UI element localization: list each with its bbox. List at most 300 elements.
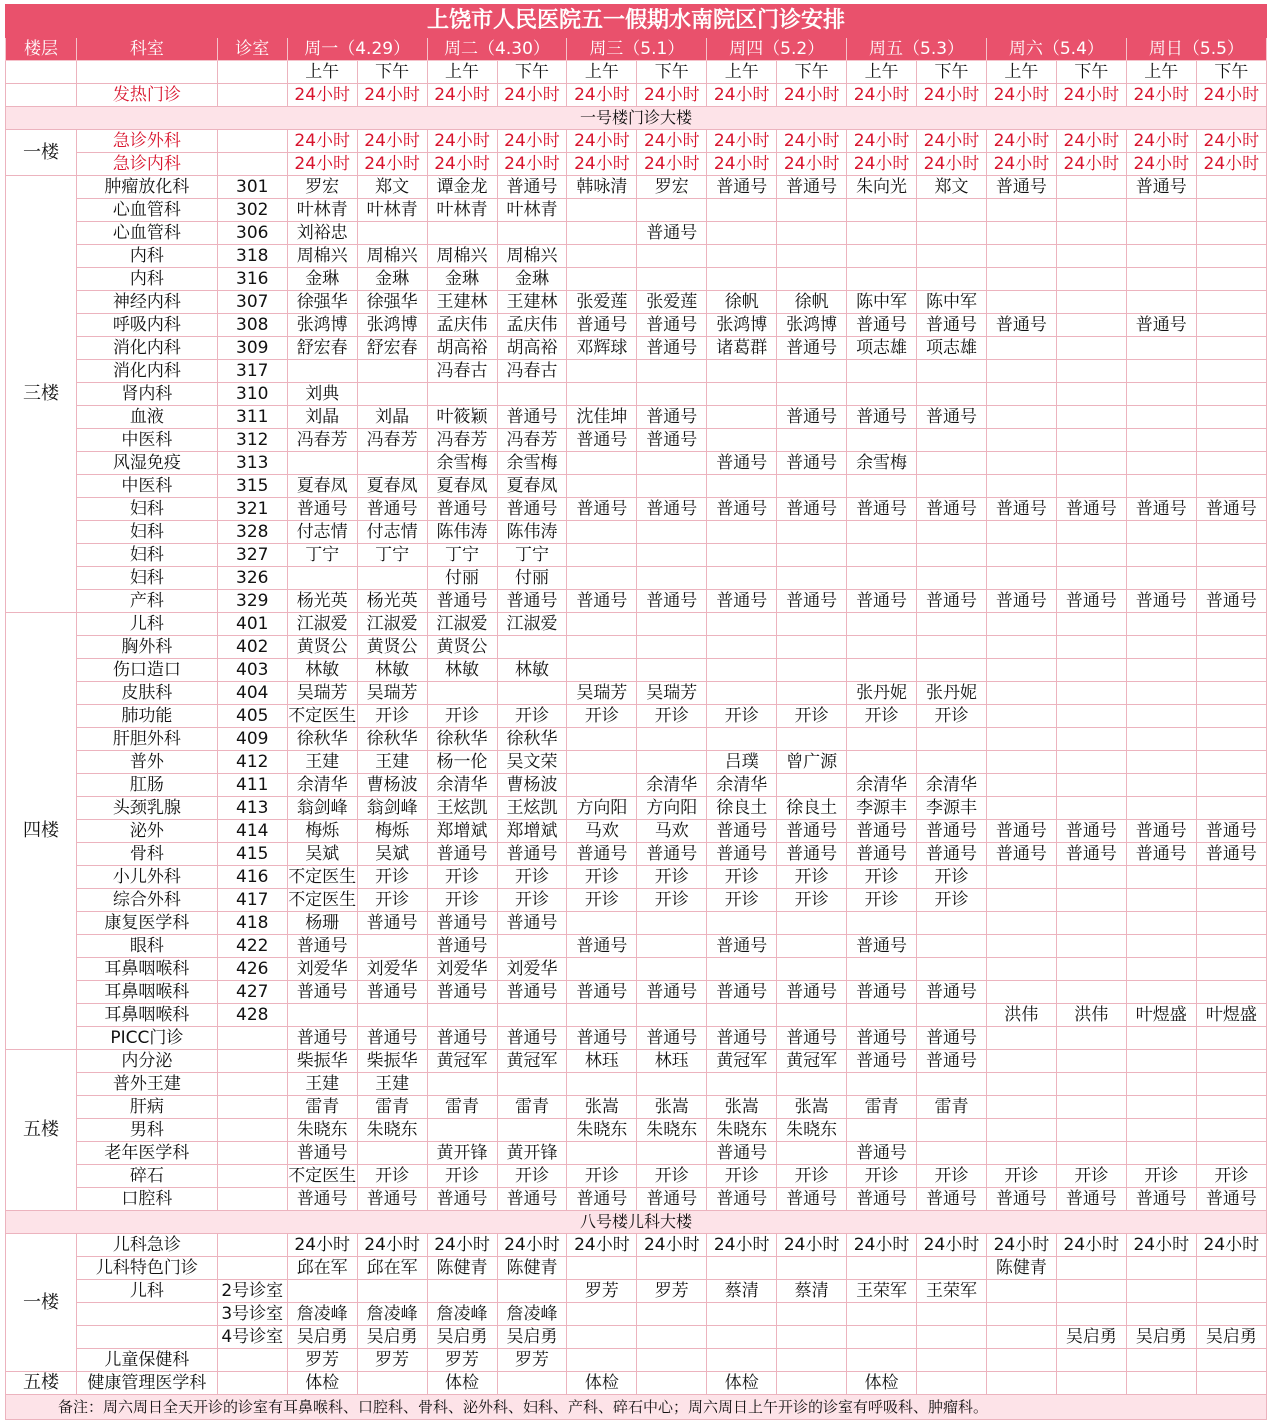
table-row — [6, 337, 1267, 360]
schedule-cell: 开诊 — [637, 705, 707, 728]
schedule-cell — [357, 1142, 427, 1165]
schedule-cell — [637, 452, 707, 475]
schedule-cell: 王荣军 — [917, 1280, 987, 1303]
schedule-cell — [1196, 222, 1266, 245]
schedule-cell: 梅烁 — [287, 820, 357, 843]
room-number: 414 — [217, 820, 287, 843]
schedule-cell: 徐帆 — [777, 291, 847, 314]
dept-name: 内科 — [76, 268, 217, 291]
room-number: 326 — [217, 567, 287, 590]
schedule-cell: 普通号 — [847, 820, 917, 843]
room-number: 3号诊室 — [217, 1303, 287, 1326]
schedule-cell: 王炫凯 — [427, 797, 497, 820]
schedule-cell: 开诊 — [1056, 1165, 1126, 1188]
schedule-cell: 普通号 — [777, 843, 847, 866]
schedule-cell: 开诊 — [1126, 1165, 1196, 1188]
header-day: 周六（5.4） — [986, 38, 1126, 61]
schedule-cell — [287, 567, 357, 590]
schedule-cell — [497, 1119, 567, 1142]
table-row — [6, 429, 1267, 452]
dept-name: 妇科 — [76, 498, 217, 521]
dept-name: 胸外科 — [76, 636, 217, 659]
schedule-cell: 开诊 — [427, 705, 497, 728]
table-row — [6, 268, 1267, 291]
room-number: 327 — [217, 544, 287, 567]
schedule-cell — [1196, 889, 1266, 912]
schedule-cell — [1126, 1372, 1196, 1395]
schedule-cell — [777, 1303, 847, 1326]
schedule-cell — [1196, 360, 1266, 383]
schedule-cell: 开诊 — [777, 1165, 847, 1188]
schedule-cell — [1126, 797, 1196, 820]
schedule-cell: 开诊 — [986, 1165, 1056, 1188]
schedule-cell — [917, 245, 987, 268]
schedule-cell — [707, 521, 777, 544]
room-number — [217, 1096, 287, 1119]
schedule-cell: 普通号 — [567, 590, 637, 613]
table-row — [6, 958, 1267, 981]
dept-name: 儿科特色门诊 — [76, 1257, 217, 1280]
dept-name: 皮肤科 — [76, 682, 217, 705]
schedule-cell — [497, 1004, 567, 1027]
schedule-cell — [777, 360, 847, 383]
schedule-cell — [567, 360, 637, 383]
schedule-cell — [847, 1004, 917, 1027]
schedule-cell — [1196, 682, 1266, 705]
schedule-cell — [1056, 383, 1126, 406]
schedule-cell: 陈健青 — [497, 1257, 567, 1280]
schedule-cell: 24小时 — [637, 130, 707, 153]
schedule-cell — [1056, 291, 1126, 314]
schedule-cell: 舒宏春 — [287, 337, 357, 360]
dept-name: 泌外 — [76, 820, 217, 843]
schedule-cell: 24小时 — [707, 1234, 777, 1257]
schedule-cell — [567, 567, 637, 590]
schedule-cell — [986, 406, 1056, 429]
schedule-cell: 林敏 — [427, 659, 497, 682]
schedule-cell: 普通号 — [497, 912, 567, 935]
schedule-cell: 普通号 — [287, 935, 357, 958]
schedule-cell: 黄开锋 — [427, 1142, 497, 1165]
schedule-cell — [497, 1372, 567, 1395]
schedule-cell: 雷青 — [427, 1096, 497, 1119]
schedule-cell — [1056, 889, 1126, 912]
schedule-cell: 张鸿博 — [777, 314, 847, 337]
schedule-cell — [986, 866, 1056, 889]
dept-name: 肿瘤放化科 — [76, 176, 217, 199]
schedule-cell — [847, 613, 917, 636]
schedule-cell: 雷青 — [287, 1096, 357, 1119]
schedule-cell — [917, 958, 987, 981]
schedule-cell — [1196, 268, 1266, 291]
schedule-cell — [777, 1142, 847, 1165]
schedule-cell — [986, 1349, 1056, 1372]
schedule-cell — [1126, 682, 1196, 705]
schedule-cell: 开诊 — [357, 866, 427, 889]
room-number — [217, 1234, 287, 1257]
dept-name: 神经内科 — [76, 291, 217, 314]
schedule-cell — [357, 567, 427, 590]
schedule-cell — [1056, 406, 1126, 429]
header-day: 周四（5.2） — [707, 38, 847, 61]
schedule-cell: 24小时 — [847, 84, 917, 107]
room-number: 427 — [217, 981, 287, 1004]
room-number: 318 — [217, 245, 287, 268]
schedule-cell — [847, 199, 917, 222]
schedule-cell: 刘爱华 — [497, 958, 567, 981]
table-row — [6, 383, 1267, 406]
schedule-cell: 普通号 — [707, 935, 777, 958]
table-row — [6, 452, 1267, 475]
header-day: 周日（5.5） — [1126, 38, 1266, 61]
schedule-cell: 江淑爱 — [357, 613, 427, 636]
schedule-cell: 普通号 — [707, 176, 777, 199]
schedule-cell: 普通号 — [847, 843, 917, 866]
schedule-cell: 开诊 — [567, 1165, 637, 1188]
schedule-cell: 丁宁 — [357, 544, 427, 567]
schedule-cell: 吴启勇 — [1126, 1326, 1196, 1349]
period-label: 下午 — [357, 61, 427, 84]
dept-name: 耳鼻咽喉科 — [76, 1004, 217, 1027]
schedule-cell: 朱晓东 — [707, 1119, 777, 1142]
schedule-cell — [1056, 1142, 1126, 1165]
schedule-cell — [777, 475, 847, 498]
schedule-cell — [917, 728, 987, 751]
schedule-cell: 普通号 — [497, 498, 567, 521]
room-number — [217, 1188, 287, 1211]
floor-label: 一楼 — [6, 1234, 77, 1372]
schedule-cell: 邱在军 — [287, 1257, 357, 1280]
footnote: 备注：周六周日全天开诊的诊室有耳鼻喉科、口腔科、骨科、泌外科、妇科、产科、碎石中心；周六周日上午开诊的诊室有呼吸科、肿瘤科。 — [6, 1395, 1267, 1420]
schedule-cell — [637, 659, 707, 682]
schedule-cell — [1196, 567, 1266, 590]
schedule-cell — [777, 567, 847, 590]
table-row — [6, 866, 1267, 889]
schedule-cell — [777, 268, 847, 291]
table-row — [6, 1280, 1267, 1303]
schedule-cell — [1056, 958, 1126, 981]
dept-name: 儿科 — [76, 1280, 217, 1303]
schedule-cell — [917, 268, 987, 291]
schedule-cell — [707, 544, 777, 567]
schedule-cell: 24小时 — [427, 153, 497, 176]
schedule-cell — [986, 475, 1056, 498]
schedule-cell — [1126, 1303, 1196, 1326]
schedule-cell: 体检 — [847, 1372, 917, 1395]
schedule-cell: 马欢 — [567, 820, 637, 843]
schedule-cell — [707, 406, 777, 429]
schedule-cell — [847, 958, 917, 981]
section-title: 八号楼儿科大楼 — [6, 1211, 1267, 1234]
table-row — [6, 498, 1267, 521]
schedule-cell: 普通号 — [917, 590, 987, 613]
schedule-cell — [847, 636, 917, 659]
schedule-cell: 24小时 — [637, 84, 707, 107]
schedule-cell: 江淑爱 — [427, 613, 497, 636]
schedule-cell: 开诊 — [497, 866, 567, 889]
schedule-cell: 24小时 — [567, 153, 637, 176]
dept-name: 小儿外科 — [76, 866, 217, 889]
dept-name: 内科 — [76, 245, 217, 268]
schedule-cell — [1196, 1303, 1266, 1326]
schedule-cell — [1196, 544, 1266, 567]
schedule-cell: 普通号 — [847, 981, 917, 1004]
period-label: 下午 — [1196, 61, 1266, 84]
schedule-table — [5, 4, 1267, 1420]
schedule-cell: 付志情 — [357, 521, 427, 544]
schedule-cell — [1056, 866, 1126, 889]
room-number: 308 — [217, 314, 287, 337]
schedule-cell — [497, 1280, 567, 1303]
table-row — [6, 889, 1267, 912]
schedule-cell — [986, 774, 1056, 797]
schedule-cell: 24小时 — [497, 153, 567, 176]
schedule-cell: 开诊 — [777, 705, 847, 728]
schedule-cell — [1056, 682, 1126, 705]
schedule-cell — [1126, 751, 1196, 774]
schedule-cell: 开诊 — [847, 889, 917, 912]
schedule-cell: 24小时 — [917, 153, 987, 176]
table-row — [6, 774, 1267, 797]
schedule-cell — [707, 728, 777, 751]
header-room: 诊室 — [217, 38, 287, 61]
schedule-cell — [1196, 797, 1266, 820]
schedule-cell: 开诊 — [427, 1165, 497, 1188]
schedule-cell — [917, 475, 987, 498]
schedule-cell — [1126, 659, 1196, 682]
schedule-cell: 江淑爱 — [287, 613, 357, 636]
header-day: 周五（5.3） — [847, 38, 987, 61]
schedule-cell: 不定医生 — [288, 890, 357, 910]
schedule-cell: 周棉兴 — [357, 245, 427, 268]
period-label: 上午 — [567, 61, 637, 84]
schedule-cell: 开诊 — [357, 705, 427, 728]
schedule-cell — [1196, 958, 1266, 981]
dept-name — [76, 1303, 217, 1326]
schedule-cell: 罗芳 — [427, 1349, 497, 1372]
table-row — [6, 1073, 1267, 1096]
schedule-cell — [986, 613, 1056, 636]
table-row — [6, 613, 1267, 636]
schedule-cell: 郑文 — [357, 176, 427, 199]
schedule-cell: 普通号 — [637, 222, 707, 245]
schedule-cell: 张爱莲 — [637, 291, 707, 314]
table-row — [6, 728, 1267, 751]
table-row — [6, 521, 1267, 544]
schedule-cell: 马欢 — [637, 820, 707, 843]
schedule-cell: 普通号 — [1056, 1188, 1126, 1211]
schedule-cell — [357, 1004, 427, 1027]
schedule-cell — [287, 452, 357, 475]
room-number: 312 — [217, 429, 287, 452]
schedule-cell: 24小时 — [427, 84, 497, 107]
schedule-cell — [1196, 245, 1266, 268]
schedule-cell — [777, 613, 847, 636]
schedule-cell — [917, 452, 987, 475]
schedule-cell: 普通号 — [637, 498, 707, 521]
schedule-cell — [567, 613, 637, 636]
schedule-cell — [637, 728, 707, 751]
schedule-cell: 项志雄 — [847, 337, 917, 360]
schedule-cell: 付志情 — [287, 521, 357, 544]
schedule-cell — [777, 1326, 847, 1349]
schedule-cell: 普通号 — [917, 498, 987, 521]
schedule-cell: 黄冠军 — [497, 1050, 567, 1073]
schedule-cell: 黄贤公 — [427, 636, 497, 659]
schedule-cell — [427, 1004, 497, 1027]
schedule-cell — [1196, 1050, 1266, 1073]
table-row — [6, 314, 1267, 337]
schedule-cell: 开诊 — [567, 889, 637, 912]
schedule-cell — [1196, 774, 1266, 797]
schedule-cell: 夏春凤 — [357, 475, 427, 498]
schedule-cell: 冯春芳 — [427, 429, 497, 452]
schedule-cell: 普通号 — [847, 1142, 917, 1165]
schedule-cell: 朱晓东 — [777, 1119, 847, 1142]
schedule-cell — [1196, 337, 1266, 360]
schedule-cell: 孟庆伟 — [497, 314, 567, 337]
schedule-cell — [1056, 544, 1126, 567]
schedule-cell — [357, 1280, 427, 1303]
schedule-cell — [847, 475, 917, 498]
table-row — [6, 590, 1267, 613]
table-row — [6, 636, 1267, 659]
schedule-cell — [637, 544, 707, 567]
schedule-cell: 普通号 — [427, 1188, 497, 1211]
fever-clinic-label: 发热门诊 — [76, 84, 217, 107]
schedule-cell — [707, 1303, 777, 1326]
schedule-cell: 朱向光 — [847, 176, 917, 199]
room-number: 329 — [217, 590, 287, 613]
schedule-cell — [847, 912, 917, 935]
schedule-cell: 普通号 — [847, 498, 917, 521]
schedule-cell — [847, 1326, 917, 1349]
schedule-cell — [1056, 1050, 1126, 1073]
schedule-cell: 丁宁 — [287, 544, 357, 567]
schedule-cell: 开诊 — [707, 866, 777, 889]
schedule-cell — [777, 383, 847, 406]
room-number: 418 — [217, 912, 287, 935]
schedule-cell — [1126, 199, 1196, 222]
schedule-cell — [707, 268, 777, 291]
schedule-cell: 普通号 — [707, 1027, 777, 1050]
schedule-cell — [1126, 1073, 1196, 1096]
schedule-cell — [1056, 567, 1126, 590]
table-row — [6, 360, 1267, 383]
schedule-cell: 普通号 — [847, 314, 917, 337]
schedule-cell — [637, 475, 707, 498]
schedule-cell: 金琳 — [287, 268, 357, 291]
schedule-cell — [707, 567, 777, 590]
period-label: 上午 — [427, 61, 497, 84]
table-row — [6, 1050, 1267, 1073]
room-number: 417 — [217, 889, 287, 912]
schedule-cell: 普通号 — [707, 1142, 777, 1165]
schedule-cell: 普通号 — [777, 1027, 847, 1050]
schedule-cell: 24小时 — [986, 1234, 1056, 1257]
schedule-cell: 24小时 — [707, 130, 777, 153]
table-row — [6, 1119, 1267, 1142]
schedule-cell: 开诊 — [427, 866, 497, 889]
schedule-cell — [1196, 1349, 1266, 1372]
schedule-cell — [1126, 1050, 1196, 1073]
dept-name: 呼吸内科 — [76, 314, 217, 337]
schedule-cell: 诸葛群 — [707, 337, 777, 360]
schedule-cell: 林敏 — [357, 659, 427, 682]
schedule-cell: 普通号 — [986, 590, 1056, 613]
schedule-cell — [637, 636, 707, 659]
schedule-cell: 体检 — [567, 1372, 637, 1395]
floor-label: 三楼 — [6, 176, 77, 613]
period-label: 下午 — [917, 61, 987, 84]
schedule-cell — [637, 1326, 707, 1349]
schedule-cell: 不定医生 — [288, 1166, 357, 1186]
schedule-cell: 杨光英 — [287, 590, 357, 613]
schedule-cell: 陈伟涛 — [427, 521, 497, 544]
schedule-cell: 开诊 — [497, 889, 567, 912]
table-row — [6, 705, 1267, 728]
schedule-cell — [1196, 383, 1266, 406]
schedule-cell — [567, 728, 637, 751]
schedule-cell — [357, 383, 427, 406]
schedule-cell — [567, 958, 637, 981]
header-day: 周三（5.1） — [567, 38, 707, 61]
schedule-cell: 普通号 — [357, 1188, 427, 1211]
schedule-cell: 普通号 — [637, 337, 707, 360]
table-row — [6, 659, 1267, 682]
schedule-cell — [1056, 935, 1126, 958]
schedule-cell: 冯春芳 — [287, 429, 357, 452]
schedule-cell — [917, 1326, 987, 1349]
schedule-cell: 林珏 — [567, 1050, 637, 1073]
table-row — [6, 176, 1267, 199]
schedule-cell: 余清华 — [917, 774, 987, 797]
schedule-cell — [637, 567, 707, 590]
schedule-cell — [777, 636, 847, 659]
schedule-cell: 冯春芳 — [497, 429, 567, 452]
schedule-cell — [637, 199, 707, 222]
schedule-cell — [1126, 567, 1196, 590]
schedule-cell — [1056, 728, 1126, 751]
schedule-cell: 余清华 — [287, 774, 357, 797]
schedule-cell — [1126, 383, 1196, 406]
schedule-cell: 柴振华 — [287, 1050, 357, 1073]
dept-name: 伤口造口 — [76, 659, 217, 682]
schedule-cell — [917, 429, 987, 452]
schedule-cell — [1126, 452, 1196, 475]
table-row — [6, 153, 1267, 176]
schedule-cell: 普通号 — [287, 1027, 357, 1050]
period-label: 上午 — [986, 61, 1056, 84]
dept-name: 碎石 — [76, 1165, 217, 1188]
schedule-cell: 普通号 — [567, 1027, 637, 1050]
schedule-cell: 韩咏清 — [567, 176, 637, 199]
schedule-cell: 普通号 — [567, 935, 637, 958]
table-row — [6, 406, 1267, 429]
schedule-cell — [986, 360, 1056, 383]
dept-name: 妇科 — [76, 544, 217, 567]
schedule-cell — [917, 567, 987, 590]
schedule-cell: 翁剑峰 — [357, 797, 427, 820]
schedule-cell: 朱晓东 — [357, 1119, 427, 1142]
schedule-cell: 普通号 — [427, 590, 497, 613]
schedule-cell: 项志雄 — [917, 337, 987, 360]
schedule-cell — [1196, 199, 1266, 222]
table-row — [6, 1326, 1267, 1349]
schedule-cell — [1056, 774, 1126, 797]
schedule-cell: 体检 — [287, 1372, 357, 1395]
schedule-cell: 蔡清 — [777, 1280, 847, 1303]
